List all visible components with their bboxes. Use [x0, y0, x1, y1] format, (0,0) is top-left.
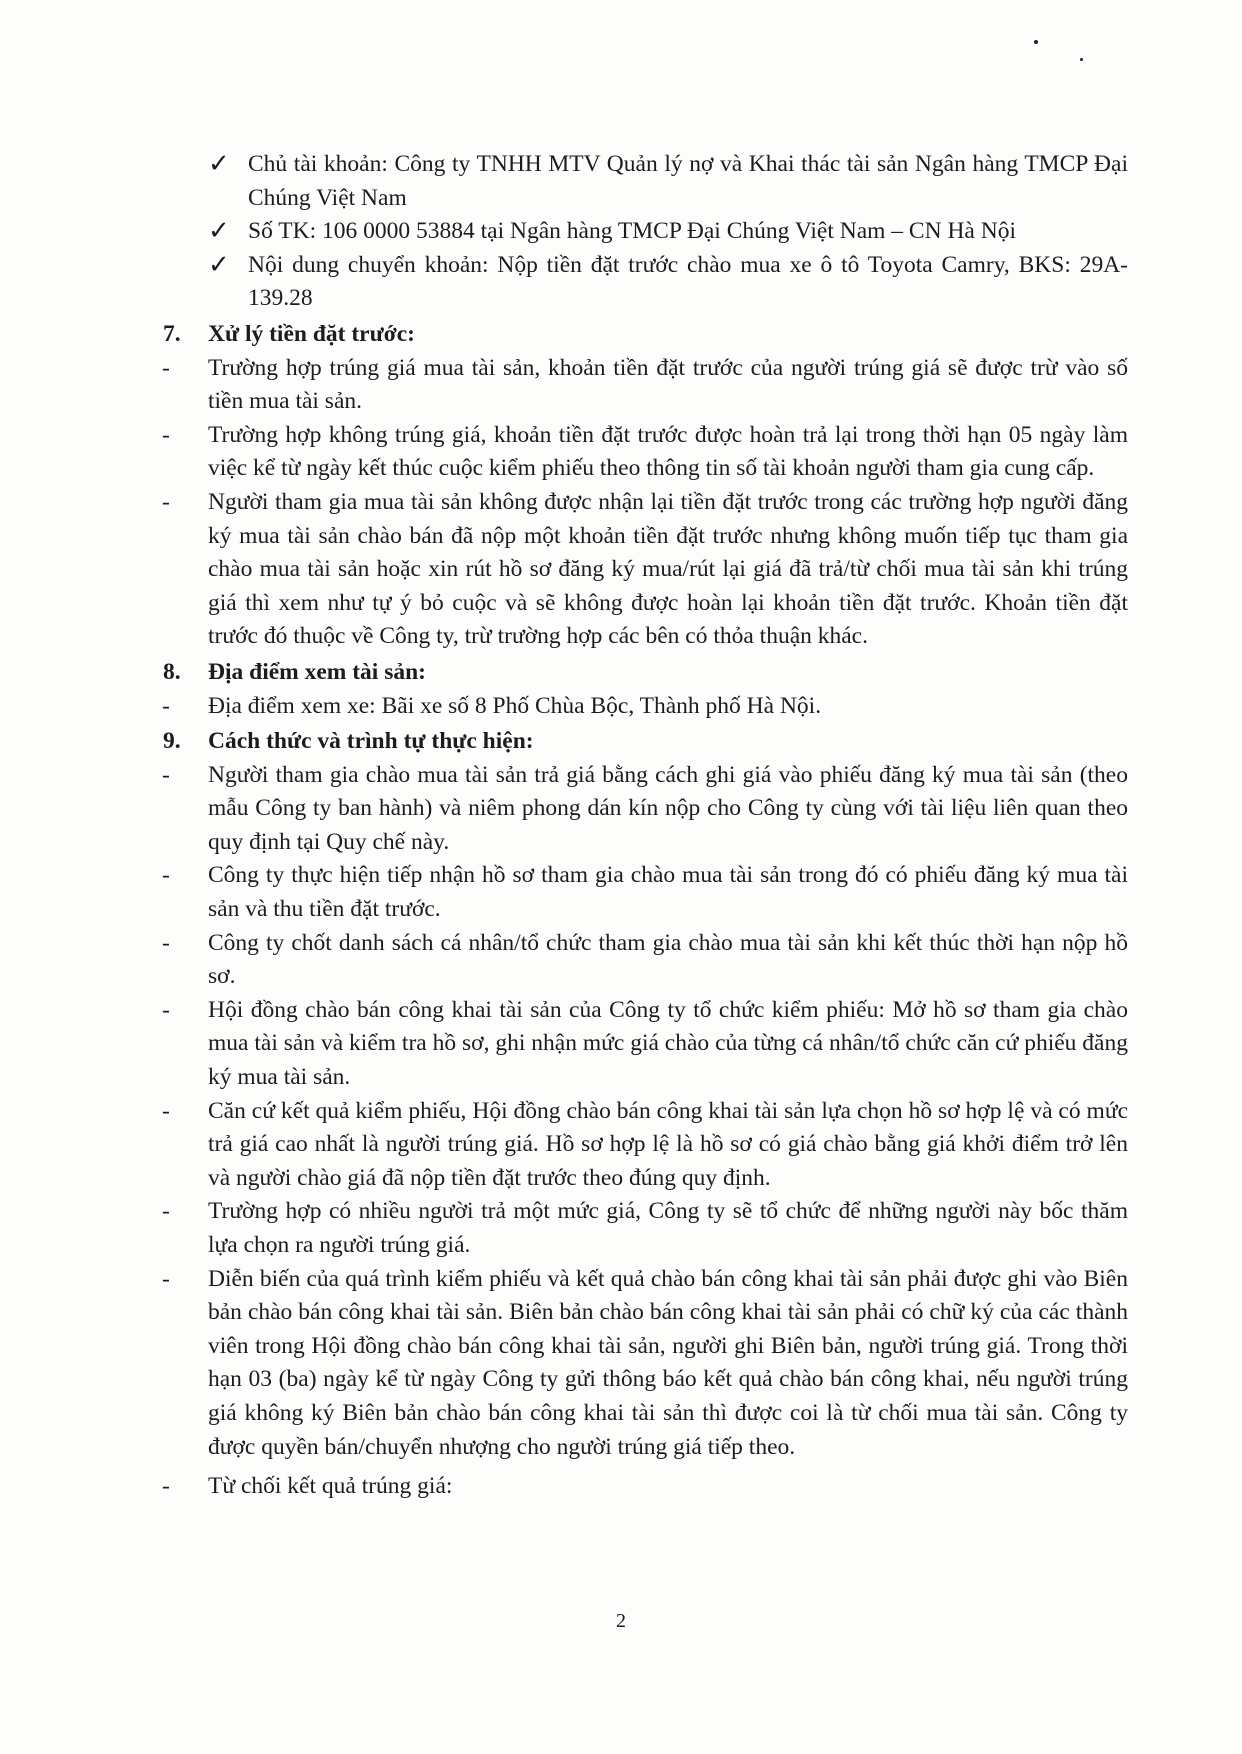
list-item: [160, 486, 1128, 654]
list-item-text: Người tham gia chào mua tài sản trả giá bằng cách ghi giá vào phiếu đăng ký mua tài sản (theo mẫu Công ty ban hành) và niêm phong dán kín nộp cho Công ty cùng với tài liệu liên quan theo quy định tại Quy chế này.: [208, 761, 1128, 855]
checkmark-icon: ✓: [208, 216, 230, 247]
check-item-text: Số TK: 106 0000 53884 tại Ngân hàng TMCP Đại Chúng Việt Nam – CN Hà Nội: [248, 218, 1016, 245]
list-item: [160, 859, 1128, 926]
section-heading-9: [160, 725, 1128, 759]
dash-bullet: -: [162, 421, 170, 448]
section-heading-7: [160, 318, 1128, 352]
checkmark-icon: ✓: [208, 149, 230, 179]
list-item: [160, 419, 1128, 486]
section-number: 8.: [163, 658, 181, 685]
dash-bullet: -: [162, 1473, 170, 1500]
list-item-text: Công ty thực hiện tiếp nhận hồ sơ tham gia chào mua tài sản trong đó có phiếu đăng ký mua tài sản và thu tiền đặt trước.: [208, 862, 1128, 923]
section-heading-8: [160, 656, 1128, 690]
list-item-text: Người tham gia mua tài sản không được nhận lại tiền đặt trước trong các trường hợp người đăng ký mua tài sản chào bán đã nộp một khoản tiền đặt trước nhưng không muốn tiếp tục tham gia chào mua tài sản hoặc xin rút hồ sơ đăng ký mua/rút lại giá đã trả/từ chối mua tài sản khi trúng giá thì xem như tự ý bỏ cuộc và sẽ không được hoàn lại khoản tiền đặt trước. Khoản tiền đặt trước đó thuộc về Công ty, trừ trường hợp các bên có thỏa thuận khác.: [208, 488, 1128, 650]
list-item: [160, 1095, 1128, 1196]
dash-bullet: -: [162, 1198, 170, 1225]
list-item-text: Công ty chốt danh sách cá nhân/tổ chức tham gia chào mua tài sản khi kết thúc thời hạn nộp hồ sơ.: [208, 929, 1128, 990]
scan-speck: [1080, 58, 1083, 61]
list-item: [160, 759, 1128, 860]
list-item-text: Hội đồng chào bán công khai tài sản của Công ty tổ chức kiểm phiếu: Mở hồ sơ tham gia chào mua tài sản và kiểm tra hồ sơ, ghi nhận mức giá chào của từng cá nhân/tổ chức căn cứ phiếu đăng ký mua tài sản.: [208, 996, 1128, 1091]
list-item-text: Trường hợp không trúng giá, khoản tiền đặt trước được hoàn trả lại trong thời hạn 05 ngày làm việc kể từ ngày kết thúc cuộc kiểm phiếu theo thông tin số tài khoản người tham gia cung cấp.: [208, 421, 1128, 482]
check-item: [160, 148, 1128, 215]
check-item-text: Chủ tài khoản: Công ty TNHH MTV Quản lý nợ và Khai thác tài sản Ngân hàng TMCP Đại Chúng Việt Nam: [248, 151, 1128, 211]
list-item-text: Diễn biến của quá trình kiểm phiếu và kết quả chào bán công khai tài sản phải được ghi vào Biên bản chào bán công khai tài sản. Biên bản chào bán công khai tài sản phải có chữ ký của các thành viên trong Hội đồng chào bán công khai tài sản, người ghi Biên bản, người trúng giá. Trong thời hạn 03 (ba) ngày kể từ ngày Công ty gửi thông báo kết quả chào bán công khai, nếu người trúng giá không ký Biên bản chào bán công khai tài sản thì được coi là từ chối mua tài sản. Công ty được quyền bán/chuyển nhượng cho người trúng giá tiếp theo.: [208, 1265, 1128, 1460]
document-body: [160, 148, 1128, 1504]
list-item: [160, 690, 1128, 724]
dash-bullet: -: [162, 761, 170, 788]
dash-bullet: -: [162, 929, 170, 956]
dash-bullet: -: [162, 488, 170, 515]
list-item: [160, 1195, 1128, 1262]
scan-speck: [1034, 40, 1038, 44]
list-item-text: Địa điểm xem xe: Bãi xe số 8 Phố Chùa Bộc, Thành phố Hà Nội.: [208, 692, 822, 719]
list-item: [160, 994, 1128, 1095]
page-number: 2: [616, 1610, 626, 1632]
section-title: Xử lý tiền đặt trước:: [208, 320, 415, 347]
check-item-text: Nội dung chuyển khoản: Nộp tiền đặt trước chào mua xe ô tô Toyota Camry, BKS: 29A-139.28: [248, 251, 1128, 312]
checkmark-icon: ✓: [208, 249, 230, 280]
list-item: [160, 1470, 1128, 1504]
list-item-text: Trường hợp trúng giá mua tài sản, khoản tiền đặt trước của người trúng giá sẽ được trừ vào số tiền mua tài sản.: [208, 354, 1128, 415]
dash-bullet: -: [162, 862, 170, 889]
check-item: [160, 249, 1128, 316]
list-item-text: Từ chối kết quả trúng giá:: [208, 1473, 453, 1500]
list-item-text: Trường hợp có nhiều người trả một mức giá, Công ty sẽ tổ chức để những người này bốc thăm lựa chọn ra người trúng giá.: [208, 1198, 1128, 1258]
section-title: Cách thức và trình tự thực hiện:: [208, 728, 534, 755]
dash-bullet: -: [162, 354, 170, 381]
dash-bullet: -: [162, 692, 170, 719]
section-number: 9.: [163, 728, 181, 755]
section-number: 7.: [163, 320, 181, 347]
check-item: [160, 215, 1128, 249]
list-item: [160, 1263, 1128, 1465]
dash-bullet: -: [162, 1097, 170, 1124]
list-item-text: Căn cứ kết quả kiểm phiếu, Hội đồng chào bán công khai tài sản lựa chọn hồ sơ hợp lệ và có mức trả giá cao nhất là người trúng giá. Hồ sơ hợp lệ là hồ sơ có giá chào bằng giá khởi điểm trở lên và người chào giá đã nộp tiền đặt trước theo đúng quy định.: [208, 1097, 1128, 1191]
list-item: [160, 927, 1128, 994]
section-title: Địa điểm xem tài sản:: [208, 658, 427, 685]
dash-bullet: -: [162, 996, 170, 1023]
dash-bullet: -: [162, 1265, 170, 1292]
list-item: [160, 352, 1128, 419]
